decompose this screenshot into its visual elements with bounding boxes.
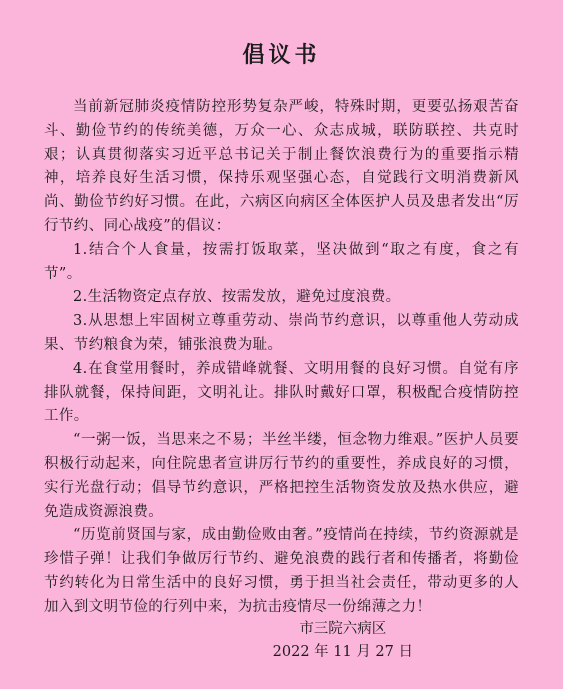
signature-date: 2022 年 11 月 27 日 (272, 644, 413, 660)
proposal-item-1: 1.结合个人食量，按需打饭取菜，坚决做到“取之有度，食之有节”。 (44, 241, 519, 282)
signature-org: 市三院六病区 (299, 621, 387, 637)
signature-block (273, 618, 413, 664)
proposal-item-4: 4.在食堂用餐时，养成错峰就餐、文明用餐的良好习惯。自觉有序排队就餐，保持间距，文明礼让。排队时戴好口罩，积极配合疫情防控工作。 (44, 360, 519, 425)
quote-paragraph-1: “一粥一饭，当思来之不易；半丝半缕，恒念物力维艰。”医护人员要积极行动起来，向住院患者宣讲厉行节约的重要性，养成良好的习惯，实行光盘行动；倡导节约意识，严格把控生活物资发放及热水供应，避免造成资源浪费。 (44, 432, 519, 520)
proposal-item-2: 2.生活物资定点存放、按需发放，避免过度浪费。 (73, 289, 401, 306)
quote-paragraph-2: “历览前贤国与家，成由勤俭败由奢。”疫情尚在持续，节约资源就是珍惜子弹！让我们争做厉行节约、避免浪费的践行者和传播者，将勤俭节约转化为日常生活中的良好习惯，勇于担当社会责任，带动更多的人加入到文明节俭的行列中来，为抗击疫情尽一份绵薄之力！ (44, 527, 519, 615)
proposal-item-3: 3.从思想上牢固树立尊重劳动、崇尚节约意识，以尊重他人劳动成果、节约粮食为荣，铺张浪费为耻。 (44, 313, 519, 353)
intro-paragraph: 当前新冠肺炎疫情防控形势复杂严峻，特殊时期，更要弘扬艰苦奋斗、勤俭节约的传统美德，万众一心、众志成城，联防联控、共克时艰；认真贯彻落实习近平总书记关于制止餐饮浪费行为的重要指示精神，培养良好生活习惯，保持乐观坚强心态，自觉践行文明消费新风尚、勤俭节约好习惯。在此，六病区向病区全体医护人员及患者发出“厉行节约、同心战疫”的倡议： (44, 99, 519, 234)
document-title: 倡议书 (242, 43, 321, 68)
